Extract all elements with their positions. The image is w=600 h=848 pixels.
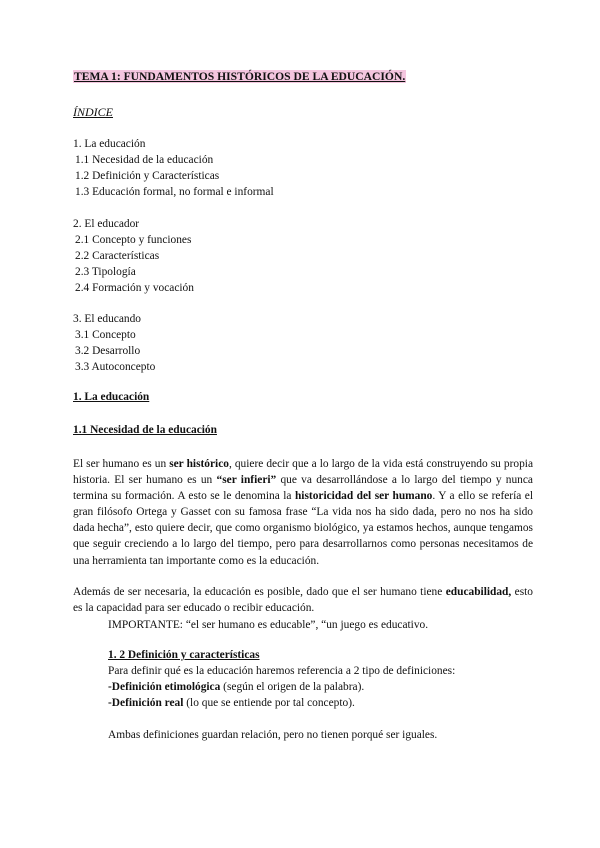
bold-term: ser histórico — [169, 458, 229, 470]
toc-item: 3.3 Autoconcepto — [75, 361, 156, 373]
toc-section-title: 3. El educando — [73, 313, 142, 325]
text-run: Además de ser necesaria, la educación es posible, dado que el ser humano tiene — [73, 586, 446, 598]
index-heading: ÍNDICE — [73, 105, 113, 119]
bold-term: educabilidad, — [445, 586, 512, 598]
paragraph-educabilidad — [73, 584, 533, 616]
toc-item: 2.1 Concepto y funciones — [75, 234, 192, 246]
text-run: esto es la capacidad para ser educado o recibir educación. — [73, 586, 533, 615]
toc-item: 3.2 Desarrollo — [75, 345, 141, 357]
section-heading-1-1: 1.1 Necesidad de la educación — [73, 424, 217, 436]
section-heading-1: 1. La educación — [73, 391, 150, 403]
toc-section-title: 2. El educador — [73, 218, 140, 230]
important-note: IMPORTANTE: “el ser humano es educable”, “un juego es educativo. — [108, 619, 429, 631]
toc-section-2 — [73, 216, 194, 296]
section-heading-1-2: 1. 2 Definición y características — [108, 649, 260, 661]
text-run: (según el origen de la palabra). — [220, 681, 365, 693]
definition-etymological — [108, 679, 364, 695]
bold-term: “ser infieri” — [216, 474, 277, 487]
text-run: (lo que se entiende por tal concepto). — [183, 697, 355, 709]
toc-section-title: 1. La educación — [73, 138, 146, 150]
bold-term: -Definición etimológica — [108, 681, 221, 693]
paragraph-historicidad — [73, 456, 533, 569]
text-run: . Y a ello se refería el gran filósofo Ortega y Gasset con su famosa frase “La vida nos ha sido dada, pero no nos ha sido dada hecha”, esto quiere decir, que como organismo biológico, ya estamos hechos, aunque tengamos que seguir creciendo a lo largo del tiempo, pero para desarrollarnos como personas necesitamos de una herramienta tan importante como es la educación. — [73, 490, 533, 567]
definition-real — [108, 695, 355, 711]
bold-term: historicidad del ser humano — [294, 490, 433, 503]
toc-item: 1.1 Necesidad de la educación — [75, 154, 214, 166]
text-run: que va desarrollándose a lo largo del tiempo y nunca termina su formación. A esto se le denomina la — [73, 474, 533, 503]
toc-item: 2.2 Características — [75, 250, 160, 262]
toc-item: 1.2 Definición y Características — [75, 170, 220, 182]
toc-section-3 — [73, 311, 155, 375]
toc-item: 3.1 Concepto — [75, 329, 136, 341]
definitions-intro: Para definir qué es la educación haremos referencia a 2 tipo de definiciones: — [108, 665, 456, 677]
toc-section-1 — [73, 136, 274, 200]
bold-term: -Definición real — [108, 697, 184, 709]
text-run: , quiere decir que a lo largo de la vida está construyendo su propia historia. El ser humano es un — [73, 458, 533, 487]
toc-item: 2.3 Tipología — [75, 266, 136, 278]
text-run: El ser humano es un — [73, 458, 170, 470]
toc-item: 2.4 Formación y vocación — [75, 282, 194, 294]
toc-item: 1.3 Educación formal, no formal e informal — [75, 186, 274, 198]
page-title: TEMA 1: FUNDAMENTOS HISTÓRICOS DE LA EDUCACIÓN. — [74, 70, 406, 83]
definitions-relation: Ambas definiciones guardan relación, pero no tienen porqué ser iguales. — [108, 729, 438, 741]
